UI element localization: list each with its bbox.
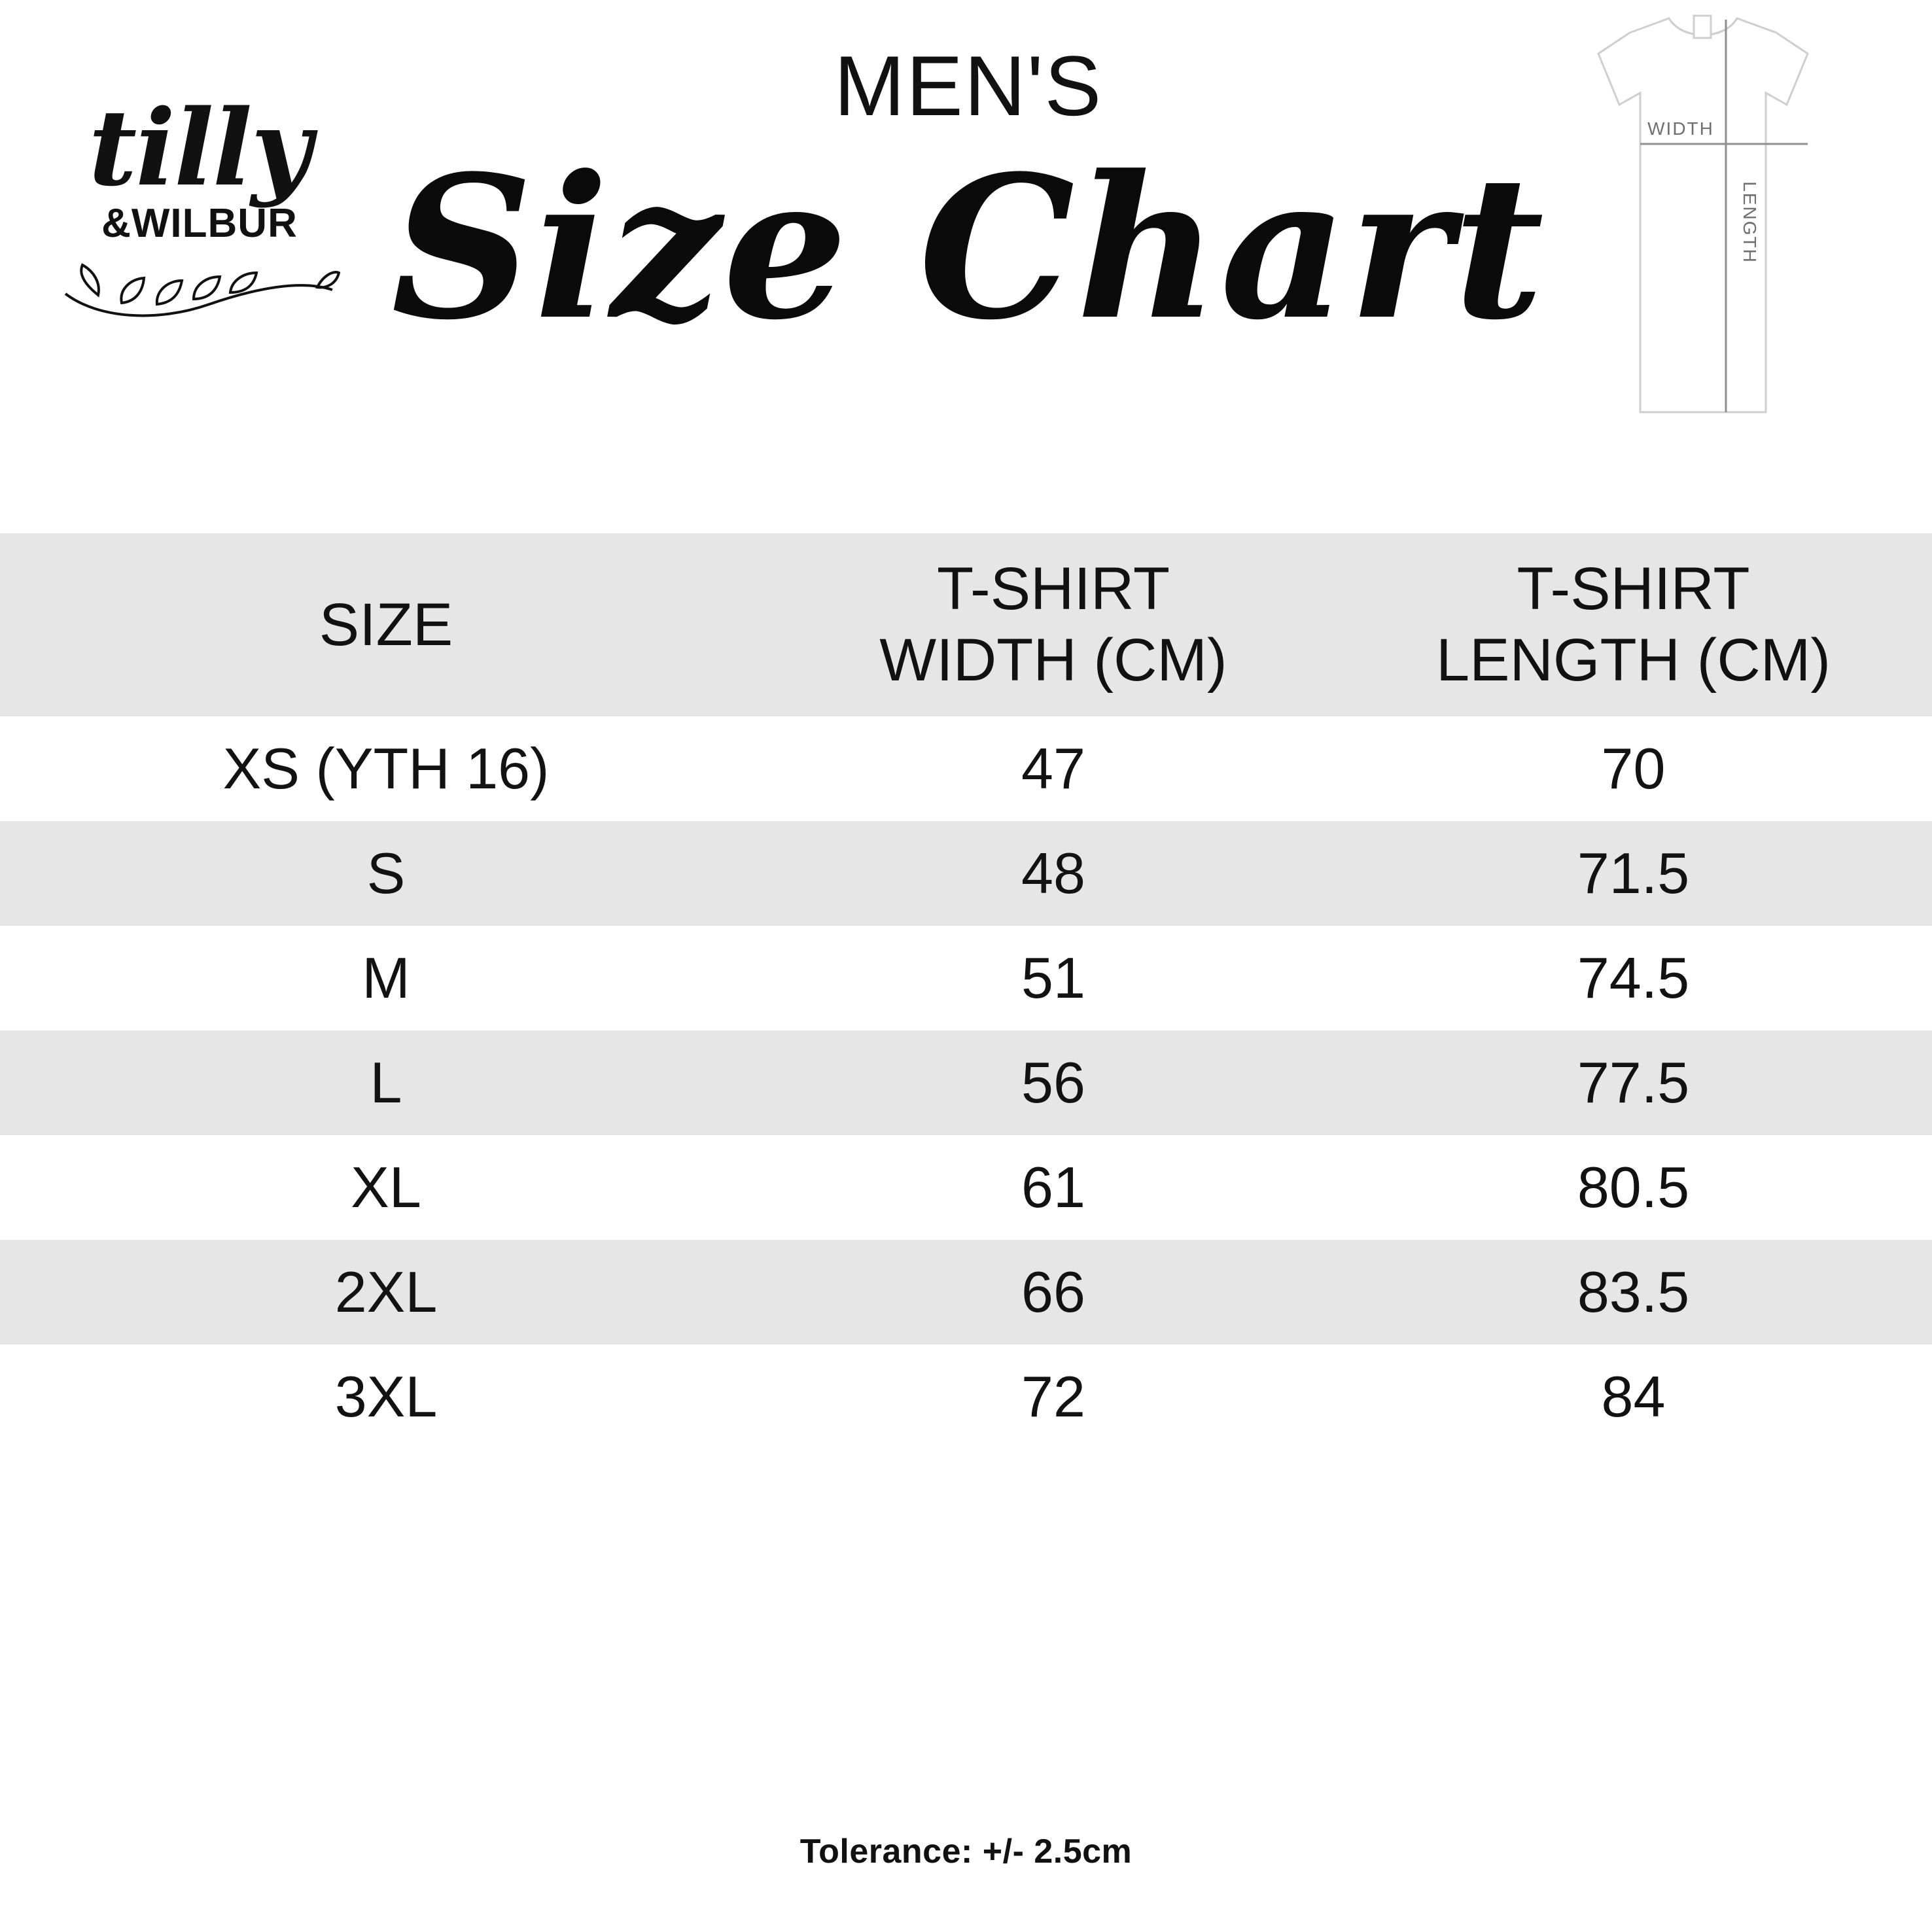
- brand-name-sub: &WILBUR: [101, 201, 298, 246]
- cell-length: 84: [1601, 1364, 1666, 1429]
- cell-width: 66: [1021, 1259, 1085, 1324]
- cell-size: XL: [351, 1155, 421, 1220]
- leaf-branch-icon: [46, 256, 353, 331]
- cell-width: 47: [1021, 736, 1085, 801]
- width-label: WIDTH: [1647, 118, 1714, 139]
- brand-name-script: tilly: [88, 86, 311, 209]
- column-header-width: [772, 553, 1335, 695]
- table-header-row: [0, 533, 1932, 716]
- table-row: [0, 821, 1932, 926]
- cell-length: 80.5: [1577, 1155, 1690, 1220]
- length-label: LENGTH: [1740, 181, 1760, 264]
- column-header-length-line2: LENGTH (CM): [1435, 627, 1831, 694]
- cell-length: 83.5: [1577, 1259, 1690, 1324]
- title-block: [366, 38, 1570, 363]
- table-row: [0, 716, 1932, 821]
- page-header: [0, 0, 1932, 523]
- cell-length: 77.5: [1577, 1050, 1690, 1115]
- cell-size: M: [362, 945, 410, 1010]
- column-header-length: [1335, 553, 1932, 695]
- cell-size: 3XL: [334, 1364, 438, 1429]
- table-row: [0, 1135, 1932, 1240]
- column-header-width-line2: WIDTH (CM): [879, 627, 1227, 694]
- column-header-width-line1: T-SHIRT: [936, 555, 1170, 623]
- cell-length: 70: [1601, 736, 1666, 801]
- table-row: [0, 1030, 1932, 1135]
- tshirt-measurement-diagram: [1500, 7, 1906, 451]
- table-row: [0, 1344, 1932, 1449]
- cell-length: 74.5: [1577, 945, 1690, 1010]
- cell-size: S: [366, 841, 406, 905]
- cell-width: 72: [1021, 1364, 1085, 1429]
- column-header-length-line1: T-SHIRT: [1517, 555, 1750, 623]
- cell-length: 71.5: [1577, 841, 1690, 905]
- column-header-size: SIZE: [319, 591, 453, 658]
- page-title: Size Chart: [391, 132, 1546, 363]
- cell-width: 48: [1021, 841, 1085, 905]
- cell-size: L: [370, 1050, 402, 1115]
- page-eyebrow: MEN'S: [834, 38, 1103, 133]
- brand-logo: [46, 86, 353, 393]
- cell-size: 2XL: [334, 1259, 438, 1324]
- cell-width: 51: [1021, 945, 1085, 1010]
- size-table: [0, 533, 1932, 1449]
- tolerance-note: Tolerance: +/- 2.5cm: [799, 1833, 1133, 1871]
- table-row: [0, 926, 1932, 1030]
- cell-width: 61: [1021, 1155, 1085, 1220]
- cell-width: 56: [1021, 1050, 1085, 1115]
- cell-size: XS (YTH 16): [222, 736, 550, 801]
- table-row: [0, 1240, 1932, 1344]
